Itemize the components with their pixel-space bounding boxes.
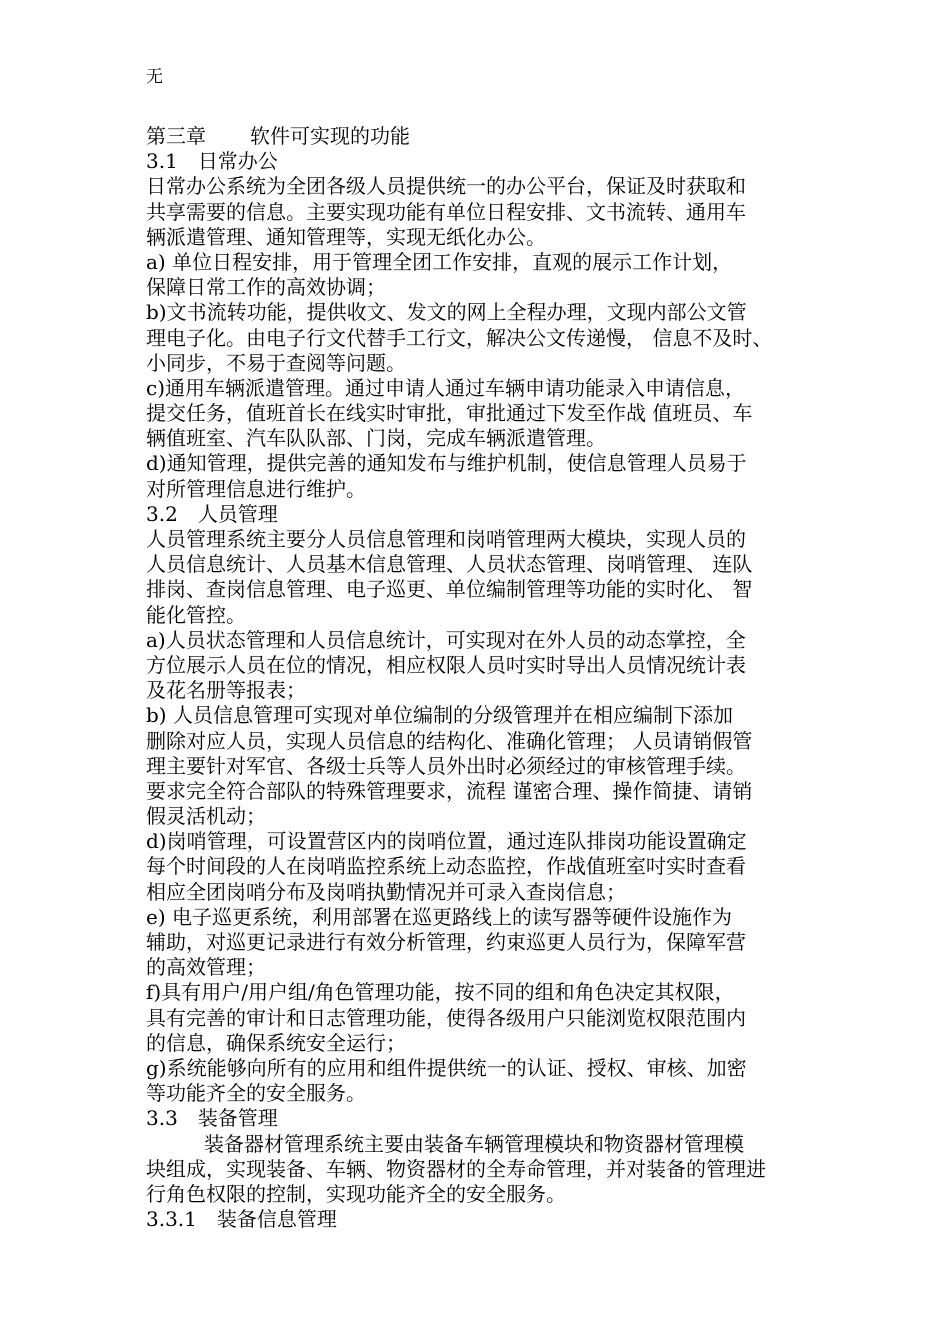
paragraph-line: b)文书流转功能，提供收文、发文的网上全程办理，文现内部公文管 <box>146 300 747 325</box>
paragraph-line: 等功能齐全的安全服务。 <box>146 1081 366 1106</box>
section-title: 装备管理 <box>197 1106 278 1131</box>
paragraph-line: 行角色权限的控制，实现功能齐全的安全服务。 <box>146 1181 566 1206</box>
paragraph-line: 每个时间段的人在岗哨监控系统上动态监控，作战值班室吋实时查看 <box>146 854 746 879</box>
paragraph-line: 假灵活机动； <box>146 804 266 829</box>
paragraph-line: 具有完善的审计和日志管理功能，使得各级用户只能浏览权限范围内 <box>146 1005 746 1030</box>
paragraph-line: 删除对应人员，实现人员信息的结构化、准确化管理； 人员请销假管 <box>146 728 753 753</box>
section-heading <box>146 1106 818 1131</box>
document-body <box>146 124 818 1232</box>
paragraph-line: 人员管理系统主要分人员信息管理和岗哨管理两大模块，实现人员的 <box>146 527 746 551</box>
paragraph-line: 人员信息统计、人员基木信息管理、人员状态管理、岗哨管理、 连队 <box>146 552 753 577</box>
paragraph-line: 保障日常工作的高效协调； <box>146 275 386 300</box>
section-heading <box>146 502 818 527</box>
paragraph-line: 理主要针对军官、各级士兵等人员外出时必须经过的审核管理手续。 <box>146 753 746 778</box>
paragraph-line: a)人员状态管理和人员信息统计，可实现对在外人员的动态掌控，全 <box>146 627 746 652</box>
paragraph-line: 要求完全符合部队的特殊管理要求，流程 谨密合理、操作简捷、请销 <box>146 778 753 803</box>
paragraph-line: 辆派遣管理、通知管理等，实现无纸化办公。 <box>146 224 546 249</box>
section-heading <box>146 149 818 174</box>
chapter-title: 软件可实现的功能 <box>250 124 410 148</box>
paragraph-text: 装备器材管理系统主要由装备车辆管理模块和物资器材管理模 <box>204 1131 744 1156</box>
paragraph-line: 方位展示人员在位的情况，相应权限人员吋实时导出人员情况统计表 <box>146 652 746 677</box>
chapter-number: 第三章 <box>146 124 206 148</box>
subsection-heading <box>146 1207 818 1232</box>
paragraph-line: 理电子化。由电子行文代替手工行文，解决公文传递慢， 信息不及时、 <box>146 325 773 350</box>
paragraph-line: 辆值班室、汽车队队部、门岗，完成车辆派遣管理。 <box>146 426 606 451</box>
paragraph-line <box>146 1132 818 1157</box>
paragraph-line: 日常办公系统为全团各级人员提供统一的办公平台，保证及时获取和 <box>146 174 746 199</box>
paragraph-line: 辅助，对巡更记录进行有效分析管理，约束巡更人员行为，保障军营 <box>146 930 746 954</box>
paragraph-line: g)系统能够向所有的应用和组件提供统一的认证、授权、审核、加密 <box>146 1055 747 1080</box>
paragraph-line: 的高效管理； <box>146 955 266 980</box>
paragraph-line: 提交任务，值班首长在线实时审批，审批通过下发至作战 值班员、车 <box>146 401 753 426</box>
section-number: 3.3.1 <box>146 1207 197 1232</box>
header-mark: 无 <box>146 67 163 87</box>
paragraph-line: 块组成，实现装备、车辆、物资器材的全寿命管理，并对装备的管理进 <box>146 1156 766 1181</box>
section-number: 3.3 <box>146 1106 178 1131</box>
paragraph-line: 及花名册等报表； <box>146 678 306 703</box>
paragraph-line: a) 单位日程安排，用于管理全团工作安排，直观的展示工作计划， <box>146 249 733 274</box>
paragraph-line: 能化管控。 <box>146 602 246 627</box>
section-number: 3.2 <box>146 501 178 526</box>
paragraph-line: c)通用车辆派遣管理。通过申请人通过车辆申请功能录入申请信息， <box>146 375 746 400</box>
paragraph-line: 对所管理信息进行维护。 <box>146 476 366 501</box>
paragraph-line: f)具有用户/用户组/角色管理功能，按不同的组和角色决定其权限， <box>146 980 735 1005</box>
paragraph-line: 小同步，不易于查阅等问题。 <box>146 350 406 375</box>
section-title: 人员管理 <box>197 501 278 526</box>
paragraph-line: d)岗哨管理，可设置营区内的岗哨位置，通过连队排岗功能设置确定 <box>146 829 747 854</box>
chapter-heading <box>146 124 818 149</box>
section-title: 装备信息管理 <box>216 1207 337 1232</box>
paragraph-line: 共享需要的信息。主要实现功能有单位日程安排、文书流转、通用车 <box>146 199 746 224</box>
section-number: 3.1 <box>146 149 178 174</box>
section-title: 日常办公 <box>197 149 278 174</box>
paragraph-line: 相应全团岗哨分布及岗哨执勤情况并可录入查岗信息； <box>146 879 626 904</box>
paragraph-line: e) 电子巡更系统，利用部署在巡更路线上的读写器等硬件设施作为 <box>146 904 732 929</box>
paragraph-line: b) 人员信息管理可实现对单位编制的分级管理并在相应编制下添加 <box>146 703 733 728</box>
paragraph-line: 的信息，确保系统安全运行； <box>146 1030 406 1055</box>
paragraph-line: d)通知管理，提供完善的通知发布与维护机制，使信息管理人员易于 <box>146 451 747 476</box>
paragraph-line: 排岗、查岗信息管理、电子巡更、单位编制管理等功能的实时化、 智 <box>146 577 753 602</box>
